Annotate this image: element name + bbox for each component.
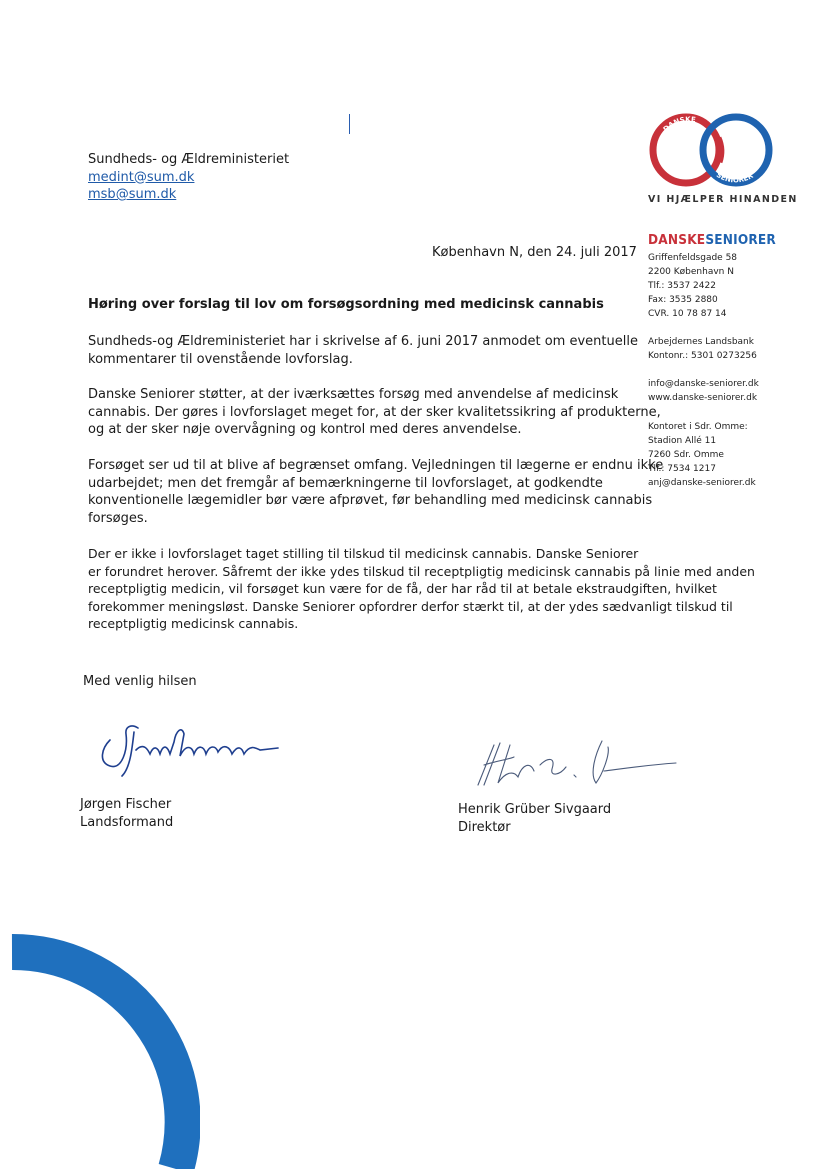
paragraph-line: forekommer meningsløst. Danske Seniorer opfordrer derfor stærkt til, at der ydes sædvanligt tilskud til — [88, 598, 733, 614]
decorative-blue-arc — [0, 930, 200, 1169]
paragraph-line: og at der sker nøje overvågning og kontrol med deres anvendelse. — [88, 422, 522, 437]
brand-name — [648, 232, 776, 248]
paragraph-line: Der er ikke i lovforslaget taget stilling til tilskud til medicinsk cannabis. Danske Seniorer — [88, 546, 639, 561]
sidebar-office — [648, 420, 756, 490]
address-line: Fax: 3535 2880 — [648, 295, 718, 305]
paragraph-line: Forsøget ser ud til at blive af begrænset omfang. Vejledningen til lægerne er endnu ikke — [88, 458, 664, 473]
signatory-1 — [80, 796, 173, 832]
office-line: Stadion Allé 11 — [648, 436, 717, 446]
paragraph-4 — [88, 545, 755, 633]
paragraph-line: receptpligtig medicin, vil forsøget kun være for de få, der har råd til at betale ekstraudgiften, hvilket — [88, 581, 717, 596]
office-line: Kontoret i Sdr. Omme: — [648, 422, 748, 432]
paragraph-line: er forundret herover. Såfremt der ikke ydes tilskud til receptpligtig medicinsk cannabis på linie med anden — [88, 563, 755, 579]
paragraph-line: forsøges. — [88, 510, 148, 526]
paragraph-line: Danske Seniorer støtter, at der iværksættes forsøg med anvendelse af medicinsk — [88, 387, 619, 402]
recipient-name: Sundheds- og Ældreministeriet — [88, 152, 290, 167]
danske-seniorer-logo — [646, 110, 774, 192]
bank-line: Kontonr.: 5301 0273256 — [648, 351, 757, 361]
text-cursor-mark — [349, 114, 350, 134]
office-line: 7260 Sdr. Omme — [648, 450, 724, 460]
recipient-email-2[interactable]: msb@sum.dk — [88, 187, 177, 202]
paragraph-line: receptpligtig medicinsk cannabis. — [88, 616, 299, 631]
contact-website[interactable]: www.danske-seniorer.dk — [648, 393, 758, 403]
sidebar-bank — [648, 335, 757, 363]
bank-line: Arbejdernes Landsbank — [648, 337, 754, 347]
brand-part-1: DANSKE — [648, 232, 706, 248]
signatory-name: Jørgen Fischer — [80, 797, 172, 812]
letter-closing: Med venlig hilsen — [83, 674, 197, 689]
signature-jorgen-fischer — [92, 720, 292, 780]
signatory-title: Direktør — [458, 820, 511, 835]
contact-email[interactable]: info@danske-seniorer.dk — [648, 379, 759, 389]
sidebar-web — [648, 377, 759, 405]
office-line: Tlf.: 7534 1217 — [648, 464, 716, 474]
signature-henrik-gruber-sivgaard — [470, 735, 680, 790]
address-line: 2200 København N — [648, 267, 734, 277]
letter-date: København N, den 24. juli 2017 — [432, 245, 637, 260]
address-line: Tlf.: 3537 2422 — [648, 281, 716, 291]
paragraph-line: kommentarer til ovenstående lovforslag. — [88, 351, 353, 367]
signatory-name: Henrik Grüber Sivgaard — [458, 802, 612, 817]
signatory-2 — [458, 801, 611, 837]
sidebar-address — [648, 251, 737, 321]
paragraph-line: udarbejdet; men det fremgår af bemærkningerne til lovforslaget, at godkendte — [88, 475, 603, 491]
paragraph-1 — [88, 333, 638, 368]
paragraph-3 — [88, 457, 663, 527]
address-line: Griffenfeldsgade 58 — [648, 253, 738, 263]
address-line: CVR. 10 78 87 14 — [648, 309, 727, 319]
logo-tagline: VI HJÆLPER HINANDEN — [648, 194, 798, 205]
recipient-email-1[interactable]: medint@sum.dk — [88, 169, 195, 185]
logo-ring-text-1: DANSKE — [661, 115, 697, 134]
signatory-title: Landsformand — [80, 815, 174, 830]
paragraph-line: cannabis. Der gøres i lovforslaget meget for, at der sker kvalitetssikring af produkterne, — [88, 404, 661, 420]
paragraph-2 — [88, 386, 661, 439]
letter-subject: Høring over forslag til lov om forsøgsordning med medicinsk cannabis — [88, 297, 604, 312]
paragraph-line: konventionelle lægemidler bør være afprøvet, før behandling med medicinsk cannabis — [88, 493, 653, 508]
paragraph-line: Sundheds-og Ældreministeriet har i skrivelse af 6. juni 2017 anmodet om eventuelle — [88, 334, 638, 349]
brand-part-2: SENIORER — [705, 232, 776, 248]
logo-ring-text-2: SENIORER — [714, 170, 755, 185]
recipient-block — [88, 151, 289, 204]
office-email[interactable]: anj@danske-seniorer.dk — [648, 478, 756, 488]
